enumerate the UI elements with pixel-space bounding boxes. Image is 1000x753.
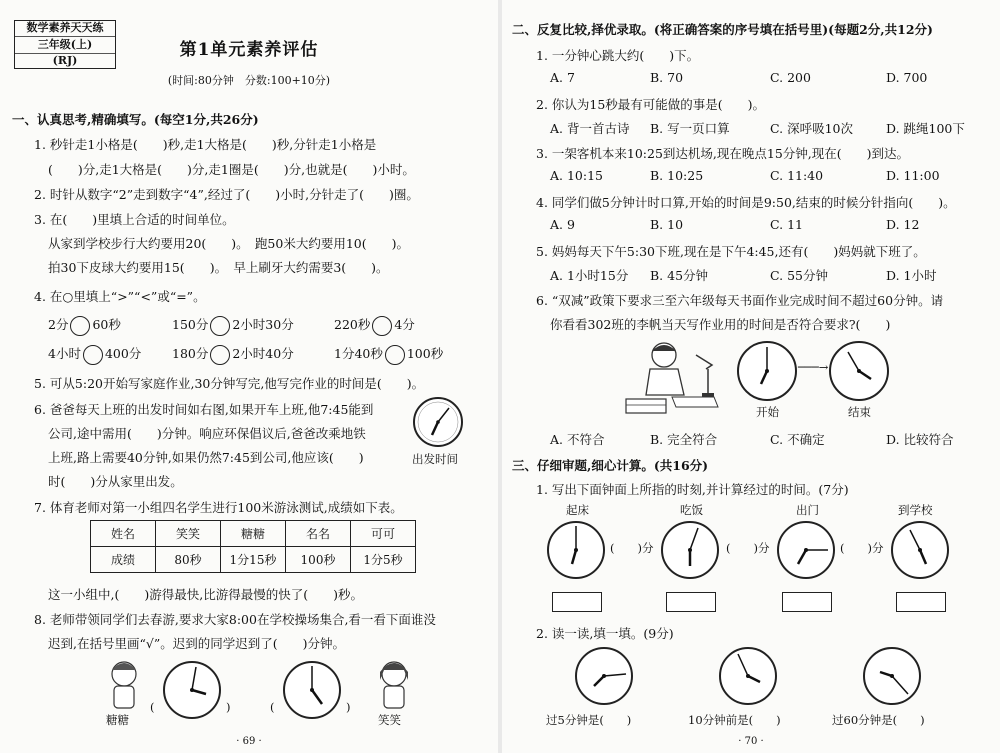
clock-end-icon [828, 340, 890, 402]
page-number-left: · 69 · [236, 736, 262, 747]
q6-line-b: 公司,途中需用( )分钟。响应环保倡议后,爸爸改乘地铁 [48, 426, 366, 441]
clock-tangtang-icon [162, 660, 222, 720]
caption-before-10: 10分钟前是( ) [688, 713, 781, 727]
q7-answer-line: 这一小组中,( )游得最快,比游得最慢的快了( )秒。 [48, 587, 363, 602]
compare-circle[interactable] [372, 316, 392, 336]
departure-clock-label: 出发时间 [412, 452, 458, 466]
s2-q2-option-b[interactable]: B. 写一页口算 [650, 121, 730, 136]
s2-q5-option-a[interactable]: A. 1小时15分 [550, 268, 629, 283]
q8-line-b: 迟到,在括号里画“√”。迟到的同学迟到了( )分钟。 [48, 636, 345, 651]
s2-q6-line-a: 6. “双减”政策下要求三至六年级每天书面作业完成时间不超过60分钟。请 [536, 293, 944, 308]
q6-line-c: 上班,路上需要40分钟,如果仍然7:45到公司,他应该( ) [48, 450, 364, 465]
student-homework-icon [622, 335, 722, 420]
s2-q4-option-d[interactable]: D. 12 [886, 217, 920, 232]
clock-start-icon [736, 340, 798, 402]
answer-paren[interactable]: ( [270, 700, 275, 714]
s2-q6-option-a[interactable]: A. 不符合 [550, 432, 605, 447]
q4-item-4: 4小时 400分 [48, 344, 141, 365]
left-page [0, 0, 498, 753]
section-1-heading: 一、认真思考,精确填写。(每空1分,共26分) [12, 112, 259, 127]
q4: 4. 在○里填上“>”“<”或“=”。 [34, 289, 206, 304]
section-2-heading: 二、反复比较,择优录取。(将正确答案的序号填在括号里)(每题2分,共12分) [512, 22, 933, 37]
clock-wake-icon [546, 520, 606, 580]
clock-xiaoxiao-icon [282, 660, 342, 720]
s3-q1: 1. 写出下面钟面上所指的时刻,并计算经过的时间。(7分) [536, 482, 849, 497]
q4-item-1: 2分 60秒 [48, 315, 121, 336]
label-arrive-school: 到学校 [898, 503, 933, 517]
clock-read-3-icon [862, 646, 922, 706]
badge-line-3: (RJ) [52, 54, 78, 67]
q6-line-a: 6. 爸爸每天上班的出发时间如右图,如果开车上班,他7:45能到 [34, 402, 374, 417]
end-label: 结束 [848, 405, 871, 419]
answer-paren[interactable]: ( [150, 700, 155, 714]
time-answer-box[interactable] [782, 592, 832, 612]
start-label: 开始 [756, 405, 779, 419]
q3-line-a: 从家到学校步行大约要用20( )。 跑50米大约要用10( )。 [48, 236, 409, 251]
compare-circle[interactable] [210, 345, 230, 365]
q1-line-b: ( )分,走1大格是( )分,走1圈是( )分,也就是( )小时。 [48, 162, 415, 177]
time-answer-box[interactable] [552, 592, 602, 612]
arrow-icon: ───→ [798, 360, 829, 374]
clock-school-icon [890, 520, 950, 580]
s2-q2-option-a[interactable]: A. 背一首古诗 [550, 121, 630, 136]
label-get-up: 起床 [566, 503, 589, 517]
q2: 2. 时针从数字“2”走到数字“4”,经过了( )小时,分针走了( )圈。 [34, 187, 419, 202]
time-answer-box[interactable] [896, 592, 946, 612]
s2-q1-option-c[interactable]: C. 200 [770, 70, 811, 85]
s2-q6-option-b[interactable]: B. 完全符合 [650, 432, 718, 447]
elapsed-2[interactable]: ( )分 [726, 541, 770, 555]
elapsed-1[interactable]: ( )分 [610, 541, 654, 555]
name-xiaoxiao: 笑笑 [378, 713, 401, 727]
compare-circle[interactable] [385, 345, 405, 365]
answer-paren[interactable]: ) [346, 700, 351, 714]
q4-item-5: 180分 2小时40分 [172, 344, 294, 365]
right-page [502, 0, 1000, 753]
s2-q1-option-d[interactable]: D. 700 [886, 70, 928, 85]
q5: 5. 可从5:20开始写家庭作业,30分钟写完,他写完作业的时间是( )。 [34, 376, 425, 391]
s2-q4-option-c[interactable]: C. 11 [770, 217, 803, 232]
s2-q2-option-d[interactable]: D. 跳绳100下 [886, 121, 965, 136]
s2-q3-option-b[interactable]: B. 10:25 [650, 168, 704, 183]
q7: 7. 体育老师对第一小组四名学生进行100米游泳测试,成绩如下表。 [34, 500, 403, 515]
s2-q2: 2. 你认为15秒最有可能做的事是( )。 [536, 97, 766, 112]
s2-q6-line-b: 你看看302班的李帆当天写作业用的时间是否符合要求?( ) [550, 317, 891, 332]
q3: 3. 在( )里填上合适的时间单位。 [34, 212, 235, 227]
s2-q6-option-c[interactable]: C. 不确定 [770, 432, 825, 447]
compare-circle[interactable] [70, 316, 90, 336]
s2-q4-option-a[interactable]: A. 9 [550, 217, 575, 232]
swim-score-table [90, 520, 416, 573]
s2-q6-option-d[interactable]: D. 比较符合 [886, 432, 954, 447]
s2-q3-option-d[interactable]: D. 11:00 [886, 168, 940, 183]
q6-line-d: 时( )分从家里出发。 [48, 474, 183, 489]
s2-q3-option-a[interactable]: A. 10:15 [550, 168, 603, 183]
caption-after-5: 过5分钟是( ) [546, 713, 632, 727]
elapsed-3[interactable]: ( )分 [840, 541, 884, 555]
q1-line-a: 1. 秒针走1小格是( )秒,走1大格是( )秒,分针走1小格是 [34, 137, 377, 152]
q4-item-2: 150分 2小时30分 [172, 315, 294, 336]
q4-item-3: 220秒 4分 [334, 315, 415, 336]
s2-q5-option-b[interactable]: B. 45分钟 [650, 268, 709, 283]
compare-circle[interactable] [210, 316, 230, 336]
name-tangtang: 糖糖 [106, 713, 129, 727]
q4-item-6: 1分40秒 100秒 [334, 344, 443, 365]
s2-q3: 3. 一架客机本来10:25到达机场,现在晚点15分钟,现在( )到达。 [536, 146, 910, 161]
s2-q1: 1. 一分钟心跳大约( )下。 [536, 48, 700, 63]
table-row: 成绩 80秒 1分15秒 100秒 1分5秒 [91, 547, 416, 573]
s2-q2-option-c[interactable]: C. 深呼吸10次 [770, 121, 853, 136]
clock-read-1-icon [574, 646, 634, 706]
label-meal: 吃饭 [680, 503, 703, 517]
s2-q4-option-b[interactable]: B. 10 [650, 217, 684, 232]
exam-info: (时间:80分钟 分数:100+10分) [167, 74, 331, 87]
girl-xiaoxiao-icon [370, 656, 418, 712]
page-number-right: · 70 · [738, 736, 764, 747]
clock-read-2-icon [718, 646, 778, 706]
s3-q2: 2. 读一读,填一填。(9分) [536, 626, 674, 641]
badge-line-1: 数学素养天天练 [26, 21, 104, 34]
s2-q5: 5. 妈妈每天下午5:30下班,现在是下午4:45,还有( )妈妈就下班了。 [536, 244, 926, 259]
section-3-heading: 三、仔细审题,细心计算。(共16分) [512, 458, 709, 473]
s2-q5-option-c[interactable]: C. 55分钟 [770, 268, 828, 283]
q8-line-a: 8. 老师带领同学们去春游,要求大家8:00在学校操场集合,看一看下面谁没 [34, 612, 436, 627]
s2-q4: 4. 同学们做5分钟计时口算,开始的时间是9:50,结束的时候分针指向( )。 [536, 195, 956, 210]
s2-q1-option-b[interactable]: B. 70 [650, 70, 684, 85]
girl-tangtang-icon [100, 656, 148, 712]
s2-q3-option-c[interactable]: C. 11:40 [770, 168, 824, 183]
time-answer-box[interactable] [666, 592, 716, 612]
answer-paren[interactable]: ) [226, 700, 231, 714]
page-title: 第1单元素养评估 [179, 40, 319, 60]
compare-circle[interactable] [83, 345, 103, 365]
clock-meal-icon [660, 520, 720, 580]
table-header-row: 姓名 笑笑 糖糖 名名 可可 [91, 521, 416, 547]
s2-q5-option-d[interactable]: D. 1小时 [886, 268, 937, 283]
badge-line-2: 三年级(上) [15, 36, 115, 54]
label-leave-home: 出门 [796, 503, 819, 517]
departure-clock-icon [412, 396, 464, 448]
q3-line-b: 拍30下皮球大约要用15( )。 早上刷牙大约需要3( )。 [48, 260, 389, 275]
caption-after-60: 过60分钟是( ) [832, 713, 925, 727]
clock-leave-icon [776, 520, 836, 580]
s2-q1-option-a[interactable]: A. 7 [550, 70, 575, 85]
